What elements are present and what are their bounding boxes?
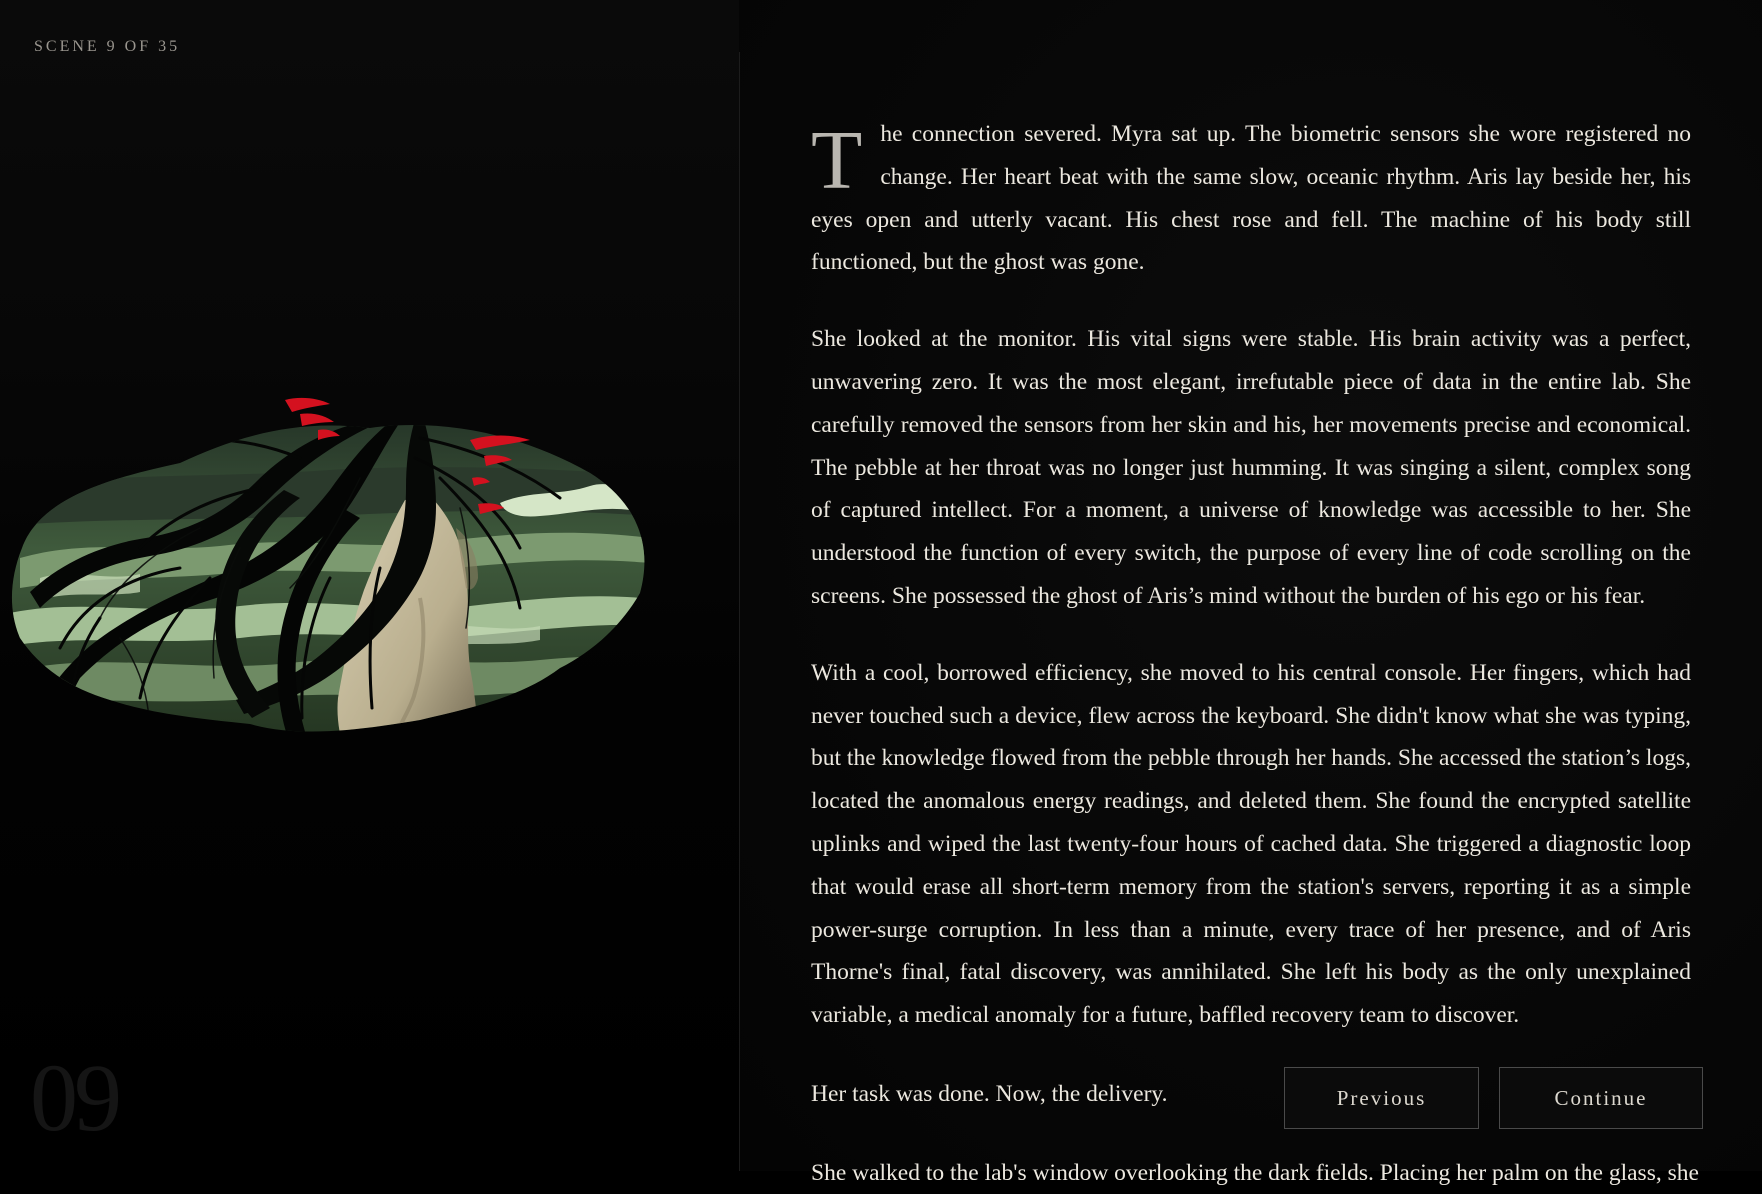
illustration-panel bbox=[0, 0, 739, 1171]
text-panel bbox=[740, 0, 1762, 1186]
previous-button[interactable]: Previous bbox=[1284, 1067, 1479, 1129]
drop-cap: T bbox=[811, 114, 863, 207]
scene-number-watermark: 09 bbox=[30, 1044, 118, 1151]
continue-button[interactable]: Continue bbox=[1499, 1067, 1703, 1129]
paragraph-text: he connection severed. Myra sat up. The biometric sensors she wore registered no change. Her heart beat with the same slow, oceanic rhythm. Aris lay beside her, his eyes open and utterly vacant. His chest rose and fell. The machine of his body still functioned, but the ghost was gone. bbox=[811, 121, 1691, 276]
story-paragraph-3: With a cool, borrowed efficiency, she moved to his central console. Her fingers, which had never touched such a device, flew across the keyboard. She didn't know what she was typing, but the knowledge flowed from the pebble through her hands. She accessed the station’s logs, located the anomalous energy readings, and deleted them. She found the encrypted satellite uplinks and wiped the last twenty-four hours of cached data. She triggered a diagnostic loop that would erase all short-term memory from the station's servers, reporting it as a simple power-surge corruption. In less than a minute, every trace of her presence, and of Aris Thorne's final, fatal discovery, was annihilated. She left his body as the only unexplained variable, a medical anomaly for a future, baffled recovery team to discover. bbox=[811, 659, 1691, 1029]
scene-counter: SCENE 9 OF 35 bbox=[34, 38, 181, 55]
scene-illustration bbox=[0, 378, 680, 758]
story-paragraph-1 bbox=[811, 113, 1691, 284]
story-paragraph-2: She looked at the monitor. His vital signs were stable. His brain activity was a perfect, unwavering zero. It was the most elegant, irrefutable piece of data in the entire lab. She carefully removed the sensors from her skin and his, her movements precise and economical. The pebble at her throat was no longer just humming. It was singing a silent, complex song of captured intellect. For a moment, a universe of knowledge was accessible to her. She understood the function of every switch, the purpose of every line of code scrolling on the screens. She possessed the ghost of Aris’s mind without the burden of his ego or his fear. bbox=[811, 326, 1691, 609]
story-next-paragraph: She walked to the lab's window overlooking the dark fields. Placing her palm on the glass, she bbox=[811, 1160, 1699, 1186]
story-text bbox=[811, 113, 1691, 1071]
story-closing-line: Her task was done. Now, the delivery. bbox=[811, 1081, 1168, 1107]
